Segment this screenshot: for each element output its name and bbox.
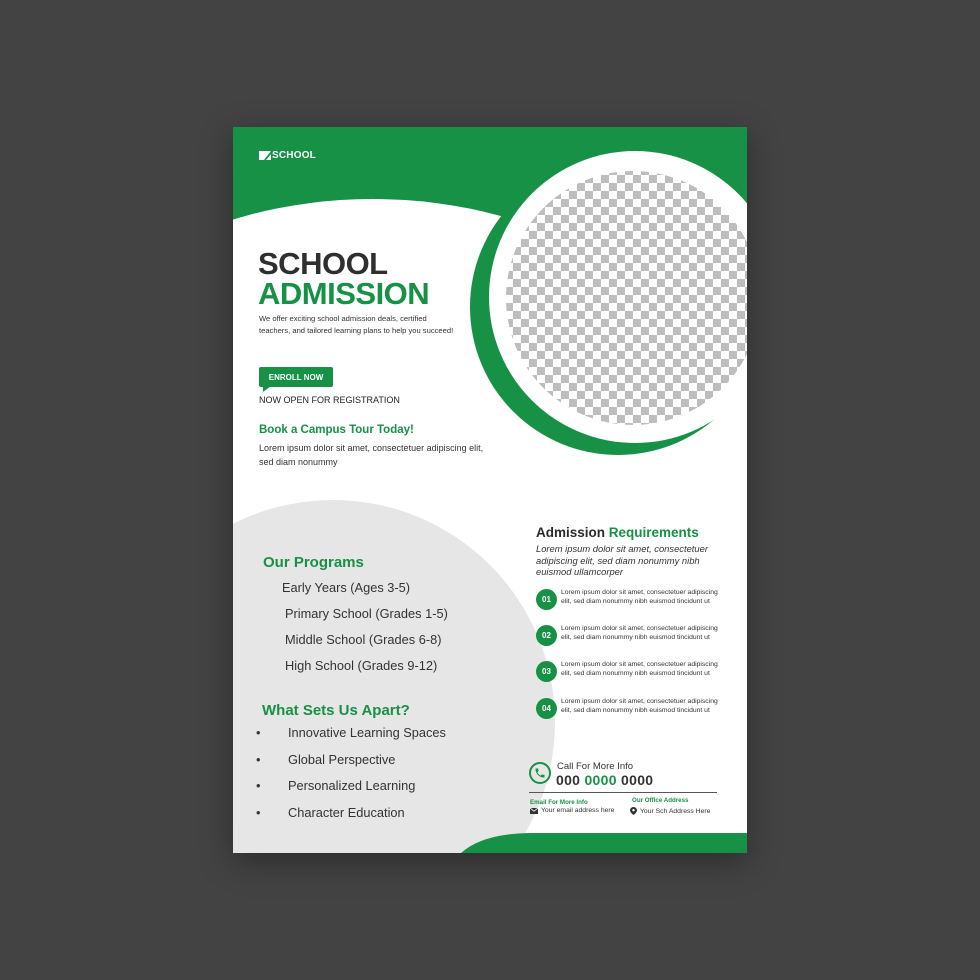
requirements-title	[536, 525, 699, 540]
mail-icon	[530, 808, 538, 814]
step-text: Lorem ipsum dolor sit amet, consectetuer adipiscing elit, sed diam nonummy nibh euismod tincidunt ut	[561, 698, 718, 715]
enroll-button-tail	[263, 386, 271, 392]
phone-icon	[529, 762, 551, 784]
requirements-title-part1: Admission	[536, 525, 606, 540]
office-value-text: Your Sch Address Here	[640, 807, 711, 815]
email-label: Email For More Info	[530, 799, 588, 806]
headline-line1: SCHOOL	[258, 246, 388, 281]
step-number: 01	[536, 589, 557, 610]
footer-band	[461, 833, 747, 853]
intro-text: We offer exciting school admission deals, certified teachers, and tailored learning plans to help you succeed!	[259, 314, 454, 335]
office-label: Our Office Address	[632, 797, 689, 804]
apart-item-label: Character Education	[288, 805, 405, 820]
apart-item-label: Innovative Learning Spaces	[288, 725, 446, 740]
brand-logo	[259, 150, 316, 161]
background-shapes	[233, 127, 747, 853]
requirements-intro: Lorem ipsum dolor sit amet, consectetuer adipiscing elit, sed diam nonummy nibh euismod ullamcorper	[536, 543, 708, 577]
requirement-step	[536, 661, 726, 701]
requirements-title-part2: Requirements	[608, 525, 699, 540]
program-item: Middle School (Grades 6-8)	[285, 632, 442, 647]
phone-part3: 0000	[621, 772, 654, 788]
program-item: Early Years (Ages 3-5)	[282, 580, 411, 595]
requirement-step	[536, 625, 726, 665]
step-number: 03	[536, 661, 557, 682]
step-number: 02	[536, 625, 557, 646]
registration-status: NOW OPEN FOR REGISTRATION	[259, 395, 400, 405]
bullet-icon: •	[256, 805, 261, 820]
bullet-icon: •	[256, 778, 261, 793]
contact-divider	[529, 792, 717, 793]
bullet-icon: •	[256, 725, 261, 740]
phone-part2: 0000	[584, 772, 617, 788]
call-label: Call For More Info	[557, 761, 634, 772]
logo-icon	[259, 151, 271, 160]
step-text: Lorem ipsum dolor sit amet, consectetuer adipiscing elit, sed diam nonummy nibh euismod tincidunt ut	[561, 589, 718, 606]
tour-text: Lorem ipsum dolor sit amet, consectetuer adipiscing elit, sed diam nonummy	[259, 443, 484, 467]
email-value-text: Your email address here	[541, 807, 615, 814]
step-number: 04	[536, 698, 557, 719]
programs-title: Our Programs	[263, 554, 364, 571]
bullet-icon: •	[256, 752, 261, 767]
flyer	[233, 127, 747, 853]
apart-item-label: Global Perspective	[288, 752, 396, 767]
location-pin-icon	[630, 807, 637, 815]
phone-number[interactable]	[556, 772, 653, 788]
headline-line2: ADMISSION	[258, 276, 430, 311]
step-text: Lorem ipsum dolor sit amet, consectetuer adipiscing elit, sed diam nonummy nibh euismod tincidunt ut	[561, 625, 718, 642]
logo-text: SCHOOL	[272, 150, 316, 161]
office-value	[630, 807, 710, 815]
enroll-now-button[interactable]: ENROLL NOW	[259, 367, 333, 387]
step-text: Lorem ipsum dolor sit amet, consectetuer adipiscing elit, sed diam nonummy nibh euismod tincidunt ut	[561, 661, 718, 678]
requirement-step	[536, 698, 726, 738]
tour-title: Book a Campus Tour Today!	[259, 424, 414, 436]
program-item: Primary School (Grades 1-5)	[285, 606, 448, 621]
requirement-step	[536, 589, 726, 629]
apart-item-label: Personalized Learning	[288, 778, 416, 793]
apart-title: What Sets Us Apart?	[262, 702, 410, 719]
program-item: High School (Grades 9-12)	[285, 658, 438, 673]
email-value[interactable]	[530, 807, 614, 814]
phone-part1: 000	[556, 772, 581, 788]
